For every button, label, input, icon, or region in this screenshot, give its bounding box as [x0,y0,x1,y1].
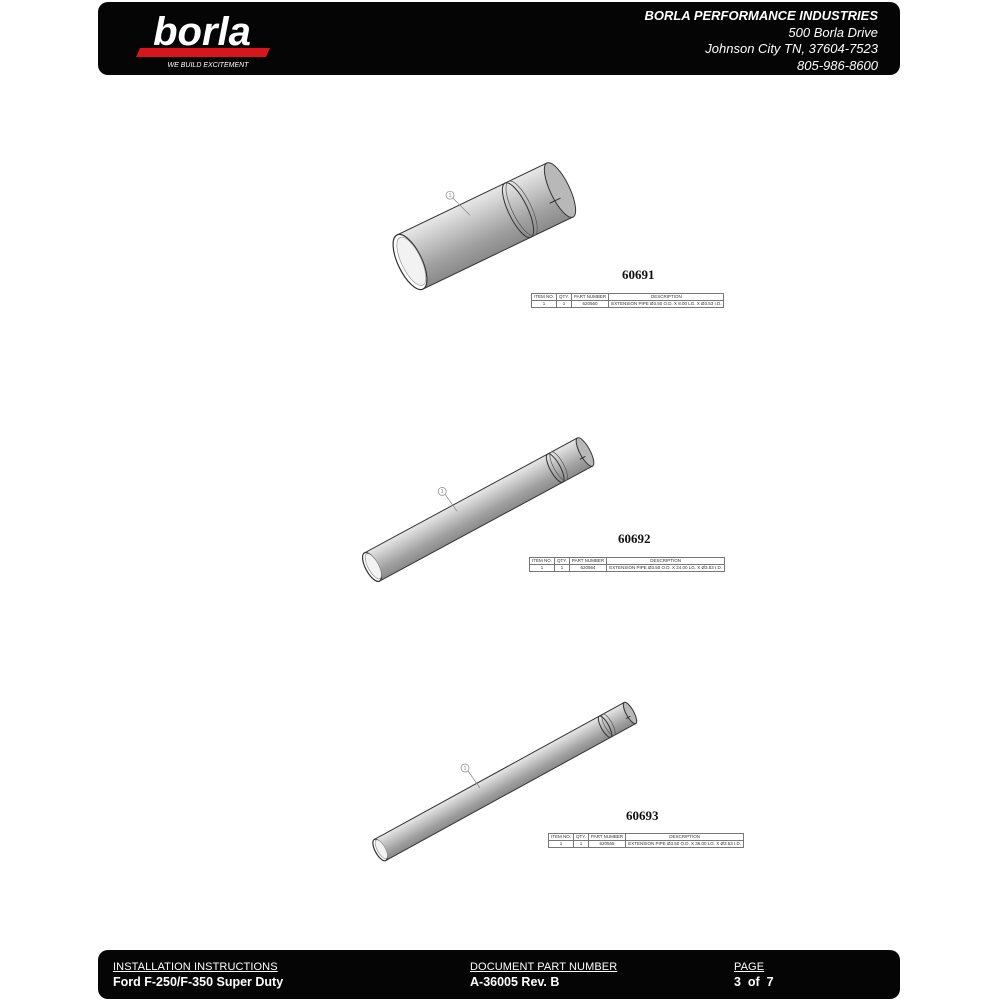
part-number-label-1: 60691 [622,267,655,282]
footer-document-number [470,960,617,990]
bom-table-2 [529,557,725,572]
bom-header-item: ITEM NO. [530,558,555,565]
logo-wordmark: borla [153,10,251,54]
page-value: 3 of 7 [734,975,774,989]
bom-header-part: PART NUMBER [588,834,625,841]
instructions-vehicle: Ford F-250/F-350 Super Duty [113,975,284,989]
footer-page [734,960,774,990]
docnum-value: A-36005 Rev. B [470,975,560,989]
docnum-label: DOCUMENT PART NUMBER [470,961,618,973]
bom-qty: 1 [557,301,572,308]
company-address-2: Johnson City TN, 37604-7523 [705,41,878,56]
callout-number-2: 1 [440,489,444,496]
page-label: PAGE [734,961,765,973]
bom-header-desc: DESCRIPTION [609,294,724,301]
bom-desc: EXTENSION PIPE Ø3.50 O.D. X 36.00 LG. X Ø3.53 I.D. [626,841,744,848]
bom-header-part: PART NUMBER [571,294,608,301]
bom-header-qty: QTY. [574,834,589,841]
bom-part: 620564 [569,565,606,572]
instructions-label: INSTALLATION INSTRUCTIONS [113,961,278,973]
bom-item: 1 [549,841,574,848]
bom-header-desc: DESCRIPTION [607,558,725,565]
bom-header-row [532,294,724,301]
bom-qty: 1 [574,841,589,848]
bom-header-item: ITEM NO. [549,834,574,841]
callout-number-1: 1 [448,193,452,199]
footer-instructions [113,960,283,990]
company-address-1: 500 Borla Drive [788,24,878,40]
bom-row [532,301,724,308]
bom-part: 620560 [571,301,608,308]
bom-item: 1 [532,301,557,308]
company-phone: 805-986-8600 [797,57,878,73]
bom-row [549,841,744,848]
footer-bar [98,950,900,999]
company-name: BORLA PERFORMANCE INDUSTRIES [644,8,878,23]
bom-part: 620565 [588,841,625,848]
part-number-label-3: 60693 [626,808,659,823]
bom-header-row [530,558,725,565]
bom-desc: EXTENSION PIPE Ø3.50 O.D. X 8.00 LG. X Ø3.53 I.D. [609,301,724,308]
bom-desc: EXTENSION PIPE Ø3.50 O.D. X 24.00 LG. X Ø3.53 I.D. [607,565,725,572]
bom-header-part: PART NUMBER [569,558,606,565]
bom-header-desc: DESCRIPTION [626,834,744,841]
logo-tagline: WE BUILD EXCITEMENT [167,62,249,69]
bom-table-3 [548,833,744,848]
bom-qty: 1 [555,565,570,572]
exhaust-pipe-1 [386,159,581,294]
bom-item: 1 [530,565,555,572]
bom-header-qty: QTY. [555,558,570,565]
bom-table-1 [531,293,724,308]
bom-header-row [549,834,744,841]
bom-row [530,565,725,572]
bom-header-qty: QTY. [557,294,572,301]
part-number-label-2: 60692 [618,531,651,546]
callout-number-3: 1 [463,765,467,772]
bom-header-item: ITEM NO. [532,294,557,301]
